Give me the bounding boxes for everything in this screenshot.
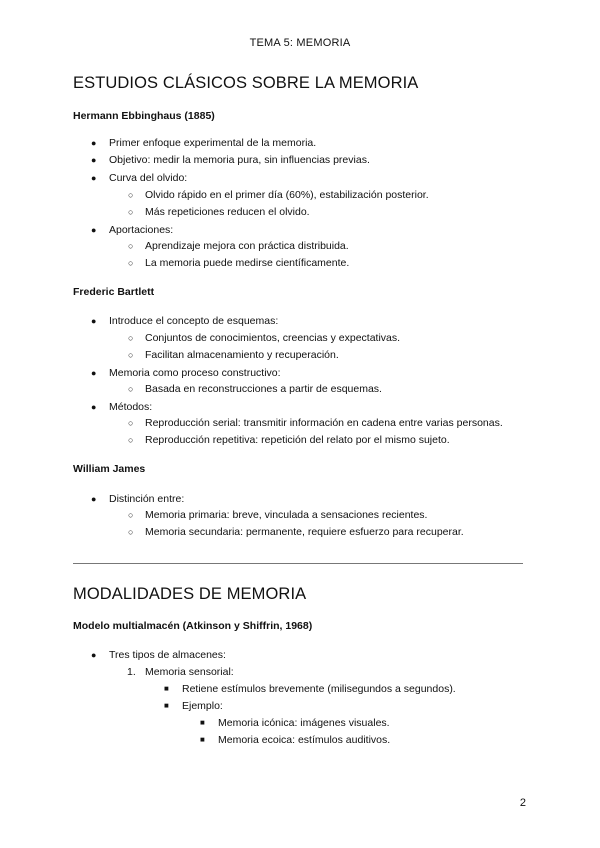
circle-bullet-icon: ○ (128, 384, 134, 394)
circle-bullet-icon: ○ (128, 258, 134, 268)
heading-william-james: William James (73, 463, 146, 475)
list-item: Aportaciones: (109, 224, 174, 236)
list-item: Ejemplo: (182, 700, 223, 712)
circle-bullet-icon: ○ (128, 190, 134, 200)
list-item: Tres tipos de almacenes: (109, 649, 226, 661)
bullet-icon: ● (91, 173, 97, 183)
list-item: Conjuntos de conocimientos, creencias y expectativas. (145, 332, 401, 344)
list-item: Memoria como proceso constructivo: (109, 367, 281, 379)
list-item: Memoria icónica: imágenes visuales. (218, 717, 390, 729)
list-item: Aprendizaje mejora con práctica distribuida. (145, 240, 349, 252)
list-item: Reproducción repetitiva: repetición del relato por el mismo sujeto. (145, 434, 450, 446)
list-item: Olvido rápido en el primer día (60%), estabilización posterior. (145, 189, 429, 201)
list-item: Métodos: (109, 401, 153, 413)
bullet-icon: ● (91, 494, 97, 504)
circle-bullet-icon: ○ (128, 333, 134, 343)
list-item: Basada en reconstrucciones a partir de esquemas. (145, 383, 382, 395)
bullet-icon: ● (91, 138, 97, 148)
list-item: Objetivo: medir la memoria pura, sin influencias previas. (109, 154, 370, 166)
list-item: Distinción entre: (109, 493, 185, 505)
bullet-icon: ● (91, 650, 97, 660)
heading-bartlett: Frederic Bartlett (73, 286, 155, 298)
circle-bullet-icon: ○ (128, 241, 134, 251)
list-item: Facilitan almacenamiento y recuperación. (145, 349, 339, 361)
list-item: Reproducción serial: transmitir información en cadena entre varias personas. (145, 417, 503, 429)
heading-modelo-multialmacen: Modelo multialmacén (Atkinson y Shiffrin, 1968) (73, 620, 313, 632)
bullet-icon: ● (91, 155, 97, 165)
page-number: 2 (519, 797, 526, 809)
page-header: TEMA 5: MEMORIA (249, 37, 351, 49)
list-item: Retiene estímulos brevemente (milisegundos a segundos). (182, 683, 456, 695)
list-item: Memoria secundaria: permanente, requiere esfuerzo para recuperar. (145, 526, 464, 538)
circle-bullet-icon: ○ (128, 510, 134, 520)
list-item: La memoria puede medirse científicamente. (145, 257, 350, 269)
square-bullet-icon: ■ (200, 735, 205, 744)
list-number: 1. (127, 666, 136, 678)
list-item: Primer enfoque experimental de la memoria. (109, 137, 317, 149)
list-item: Memoria ecoica: estímulos auditivos. (218, 734, 391, 746)
circle-bullet-icon: ○ (128, 418, 134, 428)
bullet-icon: ● (91, 402, 97, 412)
list-item: Memoria primaria: breve, vinculada a sensaciones recientes. (145, 509, 428, 521)
section-title-estudios-clasicos: ESTUDIOS CLÁSICOS SOBRE LA MEMORIA (73, 74, 419, 92)
list-item: Más repeticiones reducen el olvido. (145, 206, 310, 218)
list-item: Curva del olvido: (109, 172, 188, 184)
horizontal-divider (73, 563, 523, 564)
heading-ebbinghaus: Hermann Ebbinghaus (1885) (73, 110, 215, 122)
list-item: Memoria sensorial: (145, 666, 234, 678)
circle-bullet-icon: ○ (128, 350, 134, 360)
square-bullet-icon: ■ (164, 701, 169, 710)
square-bullet-icon: ■ (200, 718, 205, 727)
list-item: Introduce el concepto de esquemas: (109, 315, 279, 327)
circle-bullet-icon: ○ (128, 207, 134, 217)
bullet-icon: ● (91, 225, 97, 235)
square-bullet-icon: ■ (164, 684, 169, 693)
circle-bullet-icon: ○ (128, 527, 134, 537)
section-title-modalidades: MODALIDADES DE MEMORIA (73, 585, 307, 603)
bullet-icon: ● (91, 316, 97, 326)
circle-bullet-icon: ○ (128, 435, 134, 445)
bullet-icon: ● (91, 368, 97, 378)
